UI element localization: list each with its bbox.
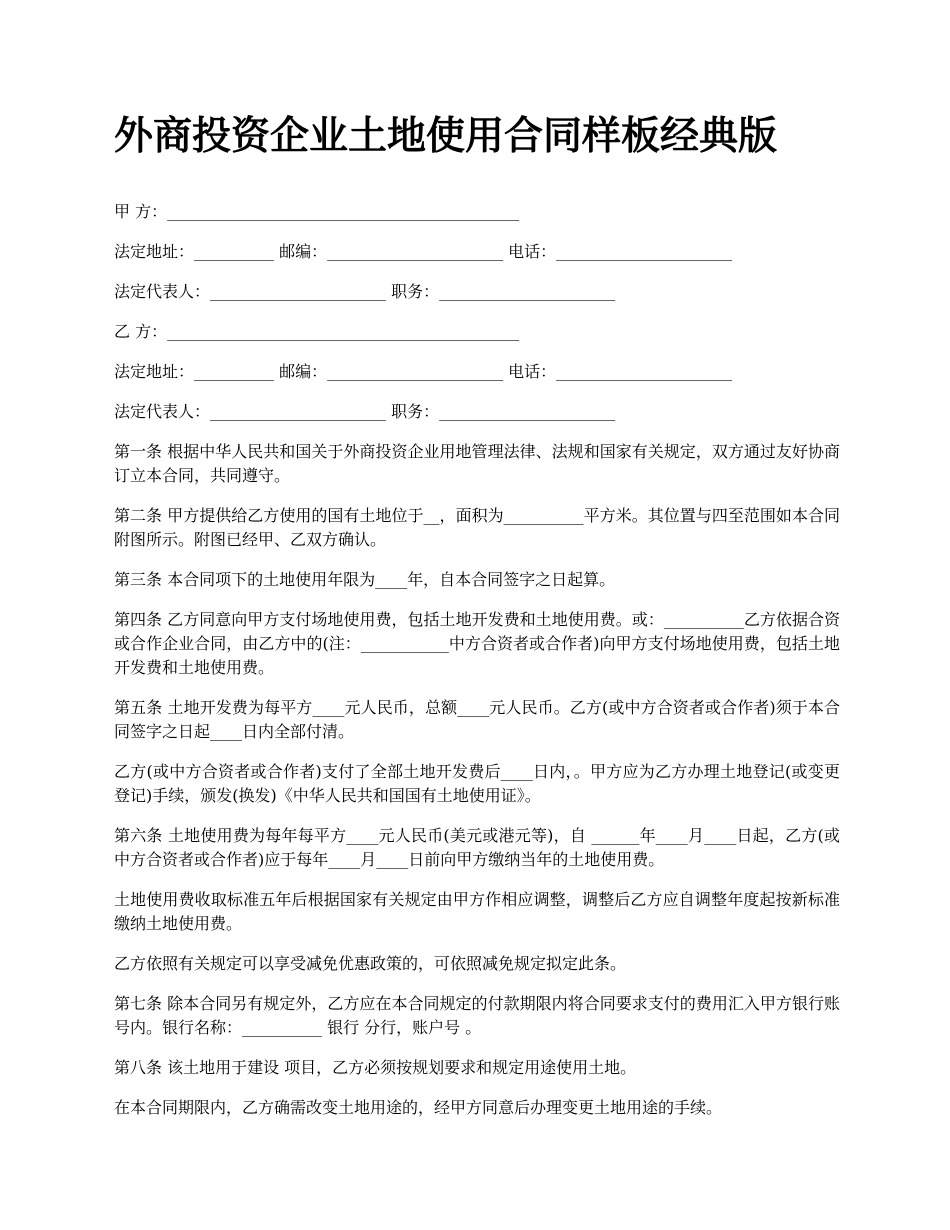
article-4: 第四条 乙方同意向甲方支付场地使用费，包括土地开发费和土地使用费。或：__________乙方依据合资或合作企业合同，由乙方中的(注：___________中方合资者或合作者)向甲方支付场地使用费，包括土地开发费和土地使用费。 [114,610,840,677]
document-title: 外商投资企业土地使用合同样板经典版 [114,113,778,159]
document-page [114,108,840,1136]
article-3: 第三条 本合同项下的土地使用年限为____年，自本合同签字之日起算。 [114,570,616,589]
party-b-representative-line: 法定代表人：______________________ 职务：______________________ [114,402,616,421]
party-a-address-line: 法定地址：__________ 邮编：______________________ 电话：______________________ [114,242,733,261]
article-2: 第二条 甲方提供给乙方使用的国有土地位于__，面积为__________平方米。其位置与四至范围如本合同附图所示。附图已经甲、乙双方确认。 [114,506,840,549]
article-6-exemption: 乙方依照有关规定可以享受减免优惠政策的，可依照减免规定拟定此条。 [114,954,627,973]
party-b-address-line: 法定地址：__________ 邮编：______________________ 电话：______________________ [114,362,733,381]
article-5-continuation: 乙方(或中方合资者或合作者)支付了全部土地开发费后____日内，。甲方应为乙方办理土地登记(或变更登记)手续，颁发(换发)《中华人民共和国国有土地使用证》。 [114,762,840,805]
article-8: 第八条 该土地用于建设 项目，乙方必须按规划要求和规定用途使用土地。 [114,1058,637,1077]
article-5: 第五条 土地开发费为每平方____元人民币，总额____元人民币。乙方(或中方合资者或合作者)须于本合同签字之日起____日内全部付清。 [114,698,840,741]
party-b-name-line: 乙 方：____________________________________________ [114,322,520,341]
party-a-name-line: 甲 方：____________________________________________ [114,202,520,221]
article-6: 第六条 土地使用费为每年每平方____元人民币(美元或港元等)，自 ______年____月____日起，乙方(或中方合资者或合作者)应于每年____月____日前向甲方缴纳当年的土地使用费。 [114,826,840,869]
party-a-representative-line: 法定代表人：______________________ 职务：______________________ [114,282,616,301]
article-1: 第一条 根据中华人民共和国关于外商投资企业用地管理法律、法规和国家有关规定，双方通过友好协商订立本合同，共同遵守。 [114,442,840,485]
article-8-continuation: 在本合同期限内，乙方确需改变土地用途的，经甲方同意后办理变更土地用途的手续。 [114,1098,723,1117]
article-6-adjustment: 土地使用费收取标准五年后根据国家有关规定由甲方作相应调整，调整后乙方应自调整年度起按新标准缴纳土地使用费。 [114,890,840,933]
article-7: 第七条 除本合同另有规定外，乙方应在本合同规定的付款期限内将合同要求支付的费用汇入甲方银行账号内。银行名称：__________ 银行 分行，账户号 。 [114,994,840,1037]
